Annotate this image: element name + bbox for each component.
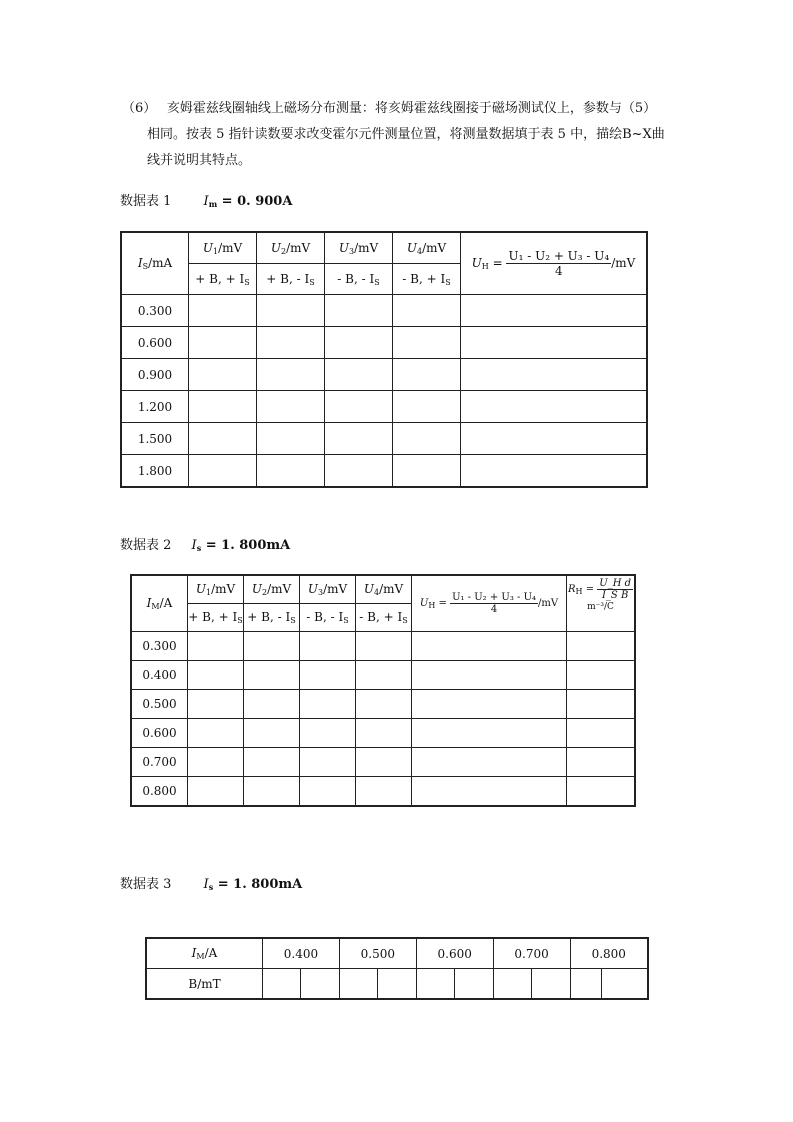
table2-cell[interactable]	[356, 632, 412, 661]
table3-value: 0.600	[416, 938, 493, 969]
table2-cell[interactable]	[188, 748, 244, 777]
table2-cell[interactable]	[356, 719, 412, 748]
table1-cell[interactable]	[393, 359, 461, 391]
intro-line-2: 相同。按表 5 指针读数要求改变霍尔元件测量位置，将测量数据填于表 5 中，描绘B~X曲	[147, 127, 665, 142]
table-row	[121, 455, 647, 488]
table2-cell[interactable]	[300, 748, 356, 777]
table3-cell[interactable]	[263, 969, 301, 1000]
table3-cell[interactable]	[532, 969, 570, 1000]
table2-cell[interactable]	[244, 632, 300, 661]
table2-uh-denominator: 4	[490, 604, 498, 615]
table2-rh-unit: m⁻³/C	[587, 602, 614, 612]
table2-cell[interactable]	[188, 690, 244, 719]
table1-cond-1: + B, + $I_S$	[189, 264, 257, 295]
table1-cell[interactable]	[461, 359, 648, 391]
table1-cell[interactable]	[257, 391, 325, 423]
table1-row-label: 1.200	[121, 391, 189, 423]
table1-cell[interactable]	[325, 391, 393, 423]
table2-row-label: 0.300	[131, 632, 188, 661]
table3-cell[interactable]	[301, 969, 339, 1000]
table2-cell[interactable]	[300, 777, 356, 807]
data-table-2	[130, 574, 636, 807]
table2-cell[interactable]	[244, 719, 300, 748]
table1-uh-denominator: 4	[555, 264, 563, 278]
table2-uh-numerator: U₁ - U₂ + U₃ - U₄	[452, 592, 537, 603]
table2-cell[interactable]	[188, 632, 244, 661]
table2-col-u4: $U_4/mV$	[356, 575, 412, 604]
table3-value: 0.400	[263, 938, 340, 969]
table1-cell[interactable]	[189, 295, 257, 327]
table2-cell[interactable]	[567, 719, 636, 748]
table1-cell[interactable]	[325, 359, 393, 391]
table3-cell[interactable]	[416, 969, 454, 1000]
table-row	[131, 777, 635, 807]
table1-cell[interactable]	[257, 359, 325, 391]
table2-rh-denominator: I_S B	[601, 590, 629, 601]
table1-cell[interactable]	[461, 295, 648, 327]
table2-caption-param: $I_s = 1$. 800mA	[191, 538, 291, 553]
table2-cell[interactable]	[188, 661, 244, 690]
table1-cell[interactable]	[461, 455, 648, 488]
table3-cell[interactable]	[570, 969, 601, 1000]
table1-col-u1: $U_1/mV$	[189, 232, 257, 264]
table1-row-header: $I_S/mA$	[121, 232, 189, 295]
intro-line-1: （6） 亥姆霍兹线圈轴线上磁场分布测量：将亥姆霍兹线圈接于磁场测试仪上，参数与（5）	[122, 101, 657, 116]
table-row	[131, 632, 635, 661]
table2-cell[interactable]	[412, 748, 567, 777]
table1-cond-3: - B, - $I_S$	[325, 264, 393, 295]
table3-cell[interactable]	[601, 969, 648, 1000]
table2-cell[interactable]	[356, 777, 412, 807]
table2-cell[interactable]	[244, 690, 300, 719]
table1-cell[interactable]	[393, 455, 461, 488]
table2-cond-3: - B, - $I_S$	[300, 604, 356, 632]
table2-cell[interactable]	[567, 632, 636, 661]
table3-caption	[120, 873, 302, 892]
table2-cell[interactable]	[567, 661, 636, 690]
table1-col-u3: $U_3/mV$	[325, 232, 393, 264]
table1-cell[interactable]	[393, 295, 461, 327]
table2-cond-2: + B, - $I_S$	[244, 604, 300, 632]
table1-col-u2: $U_2/mV$	[257, 232, 325, 264]
table1-cell[interactable]	[325, 455, 393, 488]
table1-cell[interactable]	[257, 295, 325, 327]
table1-uh-numerator: U₁ - U₂ + U₃ - U₄	[508, 249, 610, 263]
table3-row2-label: B/mT	[146, 969, 263, 1000]
table2-caption	[120, 534, 290, 553]
table1-cell[interactable]	[325, 423, 393, 455]
table2-cell[interactable]	[412, 632, 567, 661]
table3-value: 0.500	[339, 938, 416, 969]
table2-cell[interactable]	[244, 661, 300, 690]
table1-caption-param: $I_m = 0$. 900A	[203, 194, 293, 209]
table2-row-label: 0.400	[131, 661, 188, 690]
table3-value: 0.800	[570, 938, 648, 969]
table2-col-u2: $U_2/mV$	[244, 575, 300, 604]
table2-cell[interactable]	[300, 719, 356, 748]
table2-rh-numerator: U_H d	[599, 578, 631, 589]
table1-cell[interactable]	[461, 391, 648, 423]
table2-cell[interactable]	[412, 777, 567, 807]
table2-cell[interactable]	[300, 632, 356, 661]
table-row	[121, 327, 647, 359]
table2-cell[interactable]	[412, 690, 567, 719]
table2-col-uh: $U_H$ = $\frac{\text{U₁ - U₂ + U₃ - U₄}}{4}$ /mV	[412, 575, 567, 632]
table2-cell[interactable]	[567, 748, 636, 777]
table-row	[121, 423, 647, 455]
table1-cell[interactable]	[257, 455, 325, 488]
table1-col-u4: $U_4/mV$	[393, 232, 461, 264]
table2-row-label: 0.700	[131, 748, 188, 777]
intro-paragraph	[122, 96, 682, 174]
table2-cell[interactable]	[356, 748, 412, 777]
table1-col-uh: $U_H$ = $\frac{\text{U₁ - U₂ + U₃ - U₄}}{4}$ /mV	[461, 232, 648, 295]
table2-cell[interactable]	[412, 719, 567, 748]
table2-cond-4: - B, + $I_S$	[356, 604, 412, 632]
table2-cell[interactable]	[567, 690, 636, 719]
table1-cell[interactable]	[393, 327, 461, 359]
table1-cell[interactable]	[325, 295, 393, 327]
table2-row-label: 0.800	[131, 777, 188, 807]
table1-row-label: 1.500	[121, 423, 189, 455]
table1-caption	[120, 190, 292, 209]
table1-cond-4: - B, + $I_S$	[393, 264, 461, 295]
table1-cell[interactable]	[461, 327, 648, 359]
table1-row-label: 0.600	[121, 327, 189, 359]
table2-col-u3: $U_3/mV$	[300, 575, 356, 604]
table2-cell[interactable]	[356, 661, 412, 690]
table2-cond-1: + B, + $I_S$	[188, 604, 244, 632]
table1-cell[interactable]	[325, 327, 393, 359]
table1-cell[interactable]	[257, 423, 325, 455]
table3-cell[interactable]	[455, 969, 493, 1000]
table-row	[121, 359, 647, 391]
table2-cell[interactable]	[567, 777, 636, 807]
intro-line-3: 线并说明其特点。	[147, 153, 252, 168]
table1-caption-label: 数据表 1	[120, 194, 172, 209]
table2-cell[interactable]	[300, 690, 356, 719]
table1-cell[interactable]	[257, 327, 325, 359]
table2-cell[interactable]	[244, 748, 300, 777]
table1-cell[interactable]	[393, 391, 461, 423]
table2-col-u1: $U_1/mV$	[188, 575, 244, 604]
table2-caption-label: 数据表 2	[120, 538, 172, 553]
table3-cell[interactable]	[378, 969, 416, 1000]
table1-row-label: 1.800	[121, 455, 189, 488]
table2-cell[interactable]	[412, 661, 567, 690]
table2-row-label: 0.500	[131, 690, 188, 719]
table3-cell[interactable]	[493, 969, 531, 1000]
data-table-1	[120, 231, 648, 488]
table-row	[121, 295, 647, 327]
table1-row-label: 0.300	[121, 295, 189, 327]
table1-cell[interactable]	[189, 423, 257, 455]
table2-cell[interactable]	[356, 690, 412, 719]
table2-cell[interactable]	[188, 719, 244, 748]
table1-cell[interactable]	[461, 423, 648, 455]
table-row	[131, 690, 635, 719]
table1-cell[interactable]	[189, 327, 257, 359]
table1-cell[interactable]	[189, 455, 257, 488]
table2-cell[interactable]	[300, 661, 356, 690]
table1-cell[interactable]	[189, 391, 257, 423]
table3-row1-label: $I_M/A$	[146, 938, 263, 969]
table1-cell[interactable]	[189, 359, 257, 391]
table3-value: 0.700	[493, 938, 570, 969]
table1-row-label: 0.900	[121, 359, 189, 391]
table2-row-label: 0.600	[131, 719, 188, 748]
table2-col-rh: $R_H$ = $\frac{\text{U\_H d}}{\text{I\_S B}}$ m⁻³/C	[567, 575, 636, 632]
data-table-3	[145, 937, 649, 1000]
table1-cell[interactable]	[393, 423, 461, 455]
table-row	[121, 391, 647, 423]
table3-cell[interactable]	[339, 969, 377, 1000]
table2-cell[interactable]	[244, 777, 300, 807]
table1-cond-2: + B, - $I_S$	[257, 264, 325, 295]
table-row	[131, 661, 635, 690]
table2-row-header: $I_M/A$	[131, 575, 188, 632]
table2-cell[interactable]	[188, 777, 244, 807]
table3-caption-label: 数据表 3	[120, 877, 172, 892]
table3-caption-param: $I_s = 1$. 800mA	[203, 877, 303, 892]
table-row	[131, 719, 635, 748]
table-row	[131, 748, 635, 777]
